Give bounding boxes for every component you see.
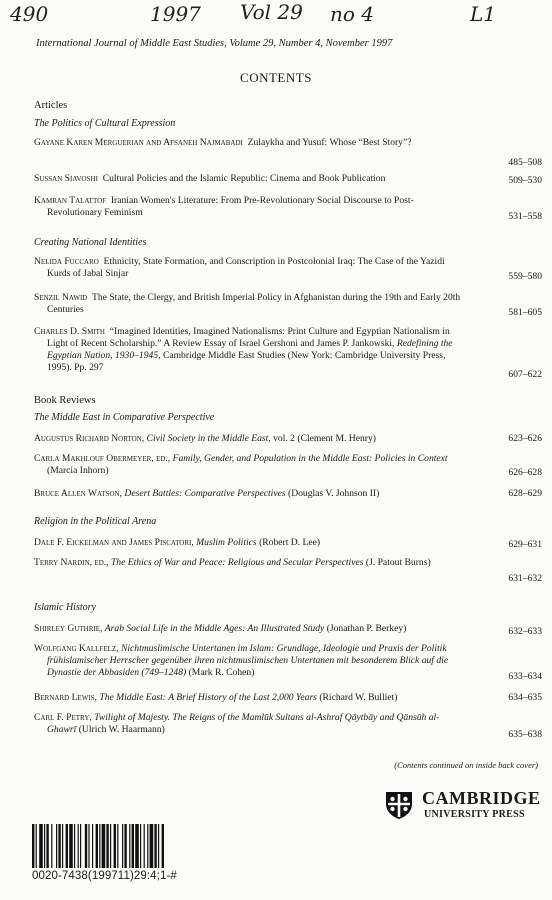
entry-pages: 485–508 — [508, 157, 542, 168]
barcode-bar — [88, 824, 89, 868]
toc-entry — [34, 433, 464, 445]
entry-reviewer: (Mark R. Cohen) — [188, 667, 255, 678]
barcode-bar — [117, 824, 118, 868]
barcode-bar — [92, 824, 93, 868]
entry-title: Iranian Women's Literature: From Pre-Revolutionary Social Discourse to Post-Revolutionary Feminism — [47, 195, 414, 218]
barcode-bar — [140, 824, 141, 868]
entry-reviewer: (Richard W. Bulliet) — [319, 692, 398, 703]
barcode-bar — [39, 824, 43, 868]
toc-entry — [34, 453, 464, 477]
entry-author: Wolfgang Kallfelz, — [34, 643, 119, 654]
shield-icon — [384, 790, 414, 820]
entry-pages: 633–634 — [508, 671, 542, 682]
barcode-bar — [78, 824, 79, 868]
entry-author: Shirley Guthrie, — [34, 623, 103, 634]
contents-continued-note: (Contents continued on inside back cover) — [394, 760, 538, 770]
toc-entry — [34, 712, 464, 736]
barcode-bar — [147, 824, 148, 868]
entry-reviewer: (Marcia Inhorn) — [47, 465, 109, 476]
handwritten-note-2: 1997 — [150, 2, 201, 26]
publisher-name: CAMBRIDGE — [422, 788, 541, 808]
entry-author: Carla Makhlouf Obermeyer, ed., — [34, 453, 171, 464]
subsection-title: Creating National Identities — [34, 237, 147, 248]
barcode-bar — [32, 824, 34, 868]
section-articles: Articles — [34, 100, 68, 111]
barcode-text: 0020-7438(199711)29:4;1-# — [32, 870, 177, 882]
entry-italic-title: Muslim Politics — [196, 537, 257, 548]
barcode-bar — [114, 824, 116, 868]
barcode-bar — [46, 824, 48, 868]
barcode-bar — [56, 824, 57, 868]
barcode-bar — [102, 824, 106, 868]
barcode-bar — [80, 824, 81, 868]
toc-entry — [34, 326, 464, 374]
entry-pages: 635–638 — [508, 729, 542, 740]
entry-author: Nelida Fuccaro — [34, 256, 99, 267]
entry-reviewer: vol. 2 (Clement M. Henry) — [273, 433, 376, 444]
entry-pages: 509–530 — [508, 175, 542, 186]
barcode-bar — [162, 824, 164, 868]
entry-title: Ethnicity, State Formation, and Conscription in Postcolonial Iraq: The Case of the Yazidi Kurds of Jabal Sinjar — [47, 256, 445, 279]
entry-author: Carl F. Petry, — [34, 712, 92, 723]
entry-pages: 632–633 — [508, 626, 542, 637]
entry-pages: 629–631 — [508, 539, 542, 550]
entry-author: Kamran Talattof — [34, 195, 107, 206]
entry-italic-title: Twilight of Majesty. The Reigns of the Mamlūk Sultans al-Ashraf Qāytbāy and Qānsūh al-Ghawrī — [47, 712, 440, 735]
barcode-bar — [66, 824, 68, 868]
barcode-bar — [135, 824, 139, 868]
barcode-bar — [132, 824, 134, 868]
barcode-bar — [158, 824, 159, 868]
barcode-bar — [74, 824, 75, 868]
barcode-bar — [62, 824, 63, 868]
entry-italic-title: Nichtmuslimische Untertanen im Islam: Grundlage, Ideologie und Praxis der Politik frühislamischer Herrscher gegenüber ihren nichtmuslimischen Untertanen mit besonderem Blick auf die Dynastie der Abbasiden (749–1248) — [47, 643, 449, 678]
entry-title: “Imagined Identities, Imagined Nationalisms: Print Culture and Egyptian Nationalism in Light of Recent Scholarship.” A Review Essay of Israel Gershoni and James P. Jankowski, — [47, 326, 450, 349]
entry-author: Dale F. Eickelman and James Piscatori, — [34, 537, 194, 548]
toc-entry — [34, 692, 464, 704]
barcode-bar — [36, 824, 37, 868]
toc-entry — [34, 292, 464, 316]
toc-entry — [34, 488, 464, 500]
entry-author: Augustus Richard Norton, — [34, 433, 145, 444]
entry-italic-title: Arab Social Life in the Middle Ages: An Illustrated Study — [104, 623, 325, 634]
barcode-bar — [58, 824, 60, 868]
entry-title: Zulaykha and Yusuf: Whose “Best Story”? — [247, 137, 412, 148]
barcode — [32, 824, 206, 868]
barcode-bar — [51, 824, 52, 868]
journal-line: International Journal of Middle East Studies, Volume 29, Number 4, November 1997 — [36, 38, 393, 49]
entry-title-cont: Cambridge Middle East Studies (New York: Cambridge University Press, 1995). Pp. 297 — [47, 350, 446, 373]
barcode-bar — [129, 824, 130, 868]
barcode-bar — [124, 824, 126, 868]
barcode-bar — [69, 824, 73, 868]
entry-pages: 531–558 — [508, 211, 542, 222]
entry-reviewer: (Douglas V. Johnson II) — [288, 488, 380, 499]
entry-pages: 628–629 — [508, 488, 542, 499]
entry-title: The State, the Clergy, and British Imperial Policy in Afghanistan during the 19th and Early 20th Centuries — [47, 292, 461, 315]
entry-pages: 631–632 — [508, 573, 542, 584]
entry-pages: 559–580 — [508, 271, 542, 282]
entry-reviewer: (Robert D. Lee) — [259, 537, 321, 548]
entry-author: Gayane Karen Merguerian and Afsaneh Najmabadi — [34, 137, 243, 148]
section-book-reviews: Book Reviews — [34, 395, 96, 406]
handwritten-note-4: no 4 — [330, 2, 375, 26]
toc-entry — [34, 643, 464, 679]
entry-author: Terry Nardin, ed., — [34, 557, 109, 568]
subsection-title: The Politics of Cultural Expression — [34, 118, 176, 129]
entry-pages: 626–628 — [508, 467, 542, 478]
toc-entry — [34, 623, 464, 635]
subsection-title: Religion in the Political Arena — [34, 516, 157, 527]
barcode-bar — [150, 824, 154, 868]
entry-title: Cultural Policies and the Islamic Republic: Cinema and Book Publication — [102, 173, 386, 184]
toc-entry — [34, 256, 464, 280]
barcode-bar — [106, 824, 108, 868]
entry-pages: 634–635 — [508, 692, 542, 703]
barcode-bar — [99, 824, 100, 868]
handwritten-note-3: Vol 29 — [240, 0, 303, 24]
entry-italic-title: Redefining the Egyptian Nation, 1930–1945, — [47, 338, 453, 361]
handwritten-note-1: 490 — [10, 2, 49, 26]
entry-author: Charles D. Smith — [34, 326, 105, 337]
barcode-bar — [85, 824, 87, 868]
entry-italic-title: The Ethics of War and Peace: Religious and Secular Perspectives — [110, 557, 364, 568]
entry-author: Sussan Siavoshi — [34, 173, 98, 184]
toc-entry — [34, 557, 464, 569]
entry-italic-title: Civil Society in the Middle East, — [146, 433, 271, 444]
toc-entry — [34, 537, 464, 549]
barcode-bar — [144, 824, 145, 868]
subsection-title: The Middle East in Comparative Perspective — [34, 412, 215, 423]
entry-author: Bernard Lewis, — [34, 692, 97, 703]
publisher-subname: UNIVERSITY PRESS — [424, 809, 525, 820]
entry-pages: 581–605 — [508, 307, 542, 318]
entry-pages: 607–622 — [508, 369, 542, 380]
toc-entry — [34, 173, 464, 185]
entry-reviewer: (Ulrich W. Haarmann) — [78, 724, 165, 735]
entry-author: Bruce Allen Watson, — [34, 488, 122, 499]
handwritten-note-5: L1 — [470, 2, 497, 26]
entry-italic-title: Family, Gender, and Population in the Middle East: Policies in Context — [172, 453, 448, 464]
toc-entry — [34, 137, 464, 149]
barcode-bar — [44, 824, 45, 868]
barcode-bar — [96, 824, 98, 868]
entry-pages: 623–626 — [508, 433, 542, 444]
subsection-title: Islamic History — [34, 602, 96, 613]
cambridge-logo — [384, 788, 544, 824]
contents-title: CONTENTS — [240, 70, 312, 85]
barcode-bar — [154, 824, 156, 868]
barcode-bar — [122, 824, 123, 868]
entry-reviewer: (Jonathan P. Berkey) — [326, 623, 407, 634]
entry-author: Senzil Nawid — [34, 292, 88, 303]
barcode-bar — [110, 824, 111, 868]
entry-italic-title: Desert Battles: Comparative Perspectives — [124, 488, 286, 499]
toc-entry — [34, 195, 464, 219]
entry-italic-title: The Middle East: A Brief History of the Last 2,000 Years — [99, 692, 317, 703]
entry-reviewer: (J. Patout Burns) — [365, 557, 431, 568]
